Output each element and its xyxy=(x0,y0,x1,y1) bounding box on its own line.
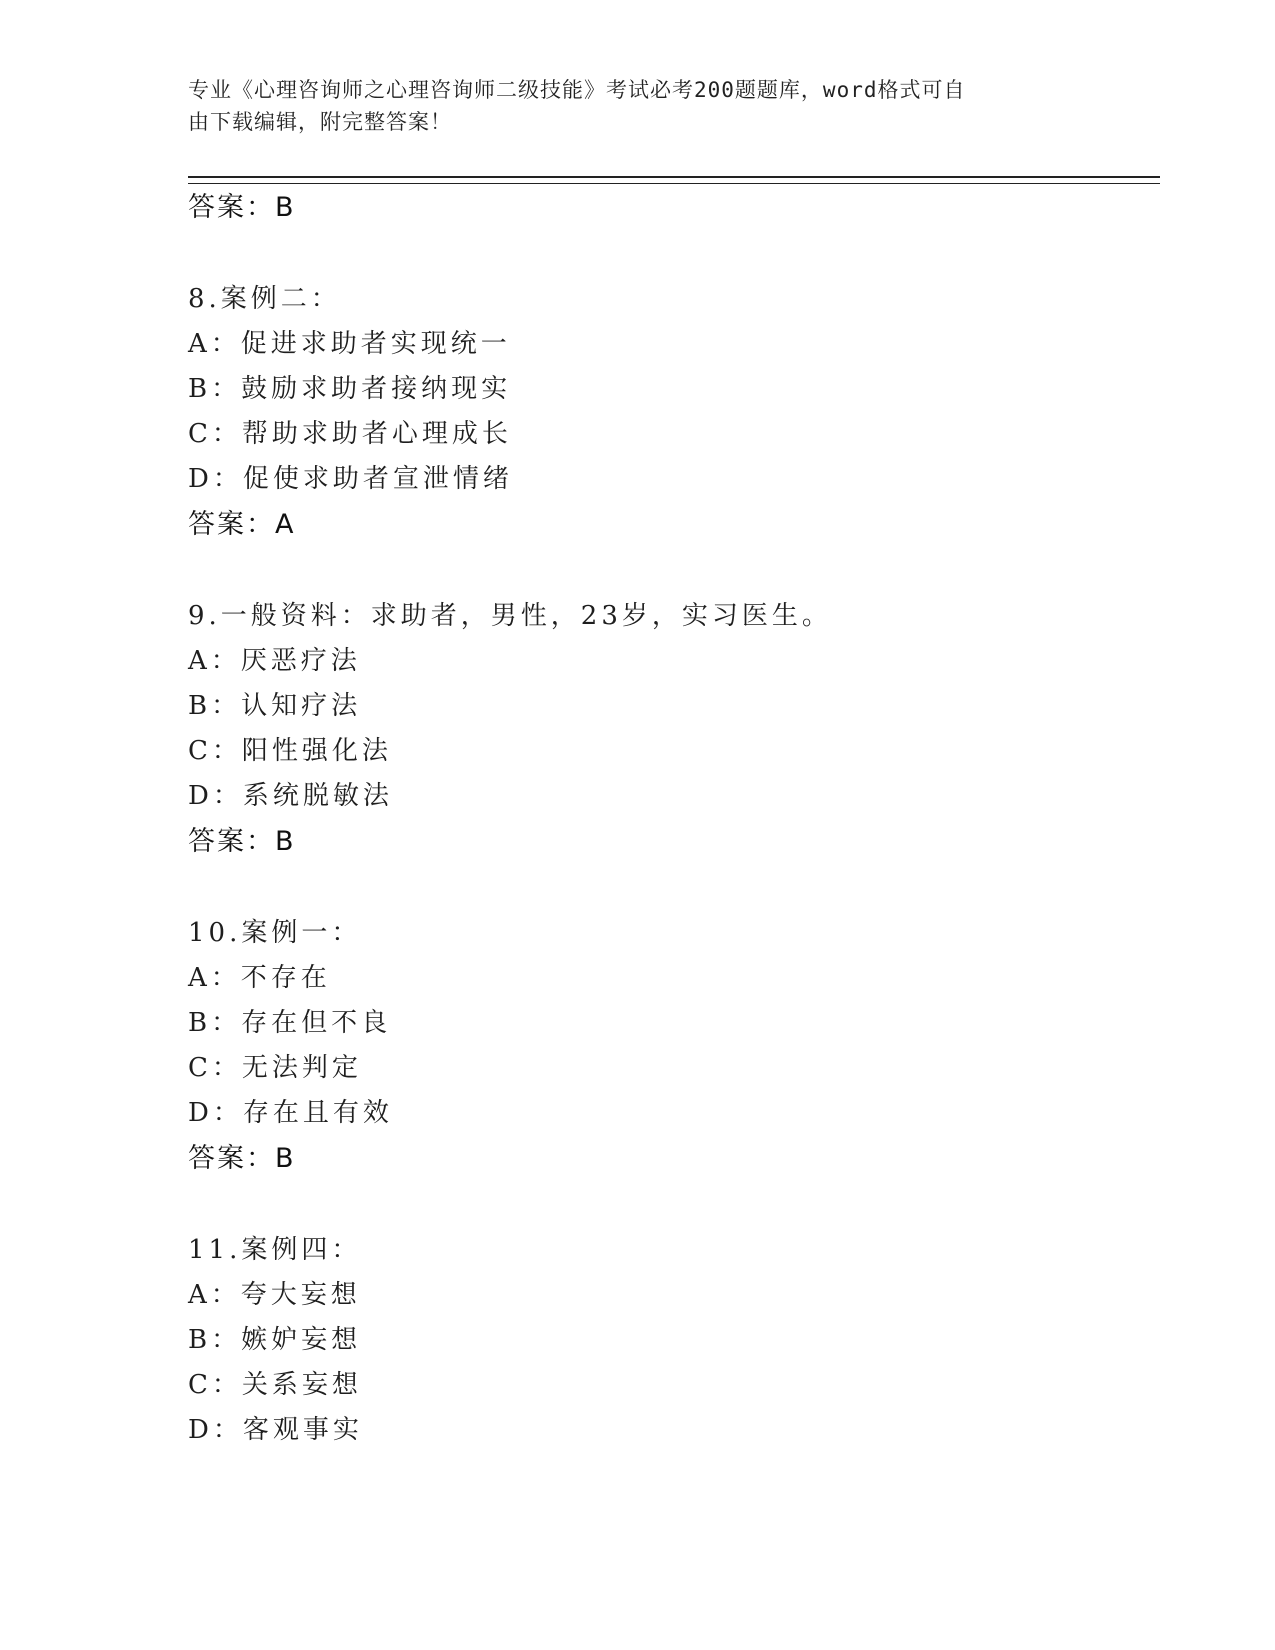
spacer xyxy=(188,547,1138,594)
option-d: D：存在且有效 xyxy=(188,1098,393,1128)
option-b: B：认知疗法 xyxy=(188,691,362,721)
question-title: 9.一般资料：求助者，男性，23岁，实习医生。 xyxy=(188,601,832,631)
question-block xyxy=(188,911,1138,1181)
document-header xyxy=(188,74,1068,138)
option-a: A：夸大妄想 xyxy=(188,1280,361,1310)
question-answer: 答案：B xyxy=(188,1143,296,1174)
question-title: 11.案例四： xyxy=(188,1235,362,1265)
question-title: 8.案例二： xyxy=(188,284,341,314)
question-title: 10.案例一： xyxy=(188,918,362,948)
option-c: C：阳性强化法 xyxy=(188,736,392,766)
question-answer: 答案：A xyxy=(188,509,296,540)
previous-answer: 答案：B xyxy=(188,192,296,223)
spacer xyxy=(188,1181,1138,1228)
option-a: A：厌恶疗法 xyxy=(188,646,361,676)
question-block xyxy=(188,1228,1138,1453)
option-a: A：不存在 xyxy=(188,963,331,993)
option-d: D：系统脱敏法 xyxy=(188,781,393,811)
header-line-2: 由下载编辑，附完整答案！ xyxy=(188,110,452,134)
header-line-1: 专业《心理咨询师之心理咨询师二级技能》考试必考200题题库，word格式可自 xyxy=(188,78,966,102)
option-a: A：促进求助者实现统一 xyxy=(188,329,511,359)
header-rule-bottom xyxy=(188,183,1160,184)
option-b: B：存在但不良 xyxy=(188,1008,392,1038)
question-answer: 答案：B xyxy=(188,826,296,857)
option-d: D：客观事实 xyxy=(188,1415,363,1445)
option-c: C：无法判定 xyxy=(188,1053,362,1083)
option-b: B：嫉妒妄想 xyxy=(188,1325,362,1355)
question-block xyxy=(188,277,1138,547)
option-c: C：帮助求助者心理成长 xyxy=(188,419,512,449)
spacer xyxy=(188,230,1138,277)
question-list xyxy=(188,185,1138,1453)
option-c: C：关系妄想 xyxy=(188,1370,362,1400)
option-d: D：促使求助者宣泄情绪 xyxy=(188,464,513,494)
spacer xyxy=(188,864,1138,911)
option-b: B：鼓励求助者接纳现实 xyxy=(188,374,512,404)
question-block xyxy=(188,594,1138,864)
header-rule-top xyxy=(188,176,1160,178)
